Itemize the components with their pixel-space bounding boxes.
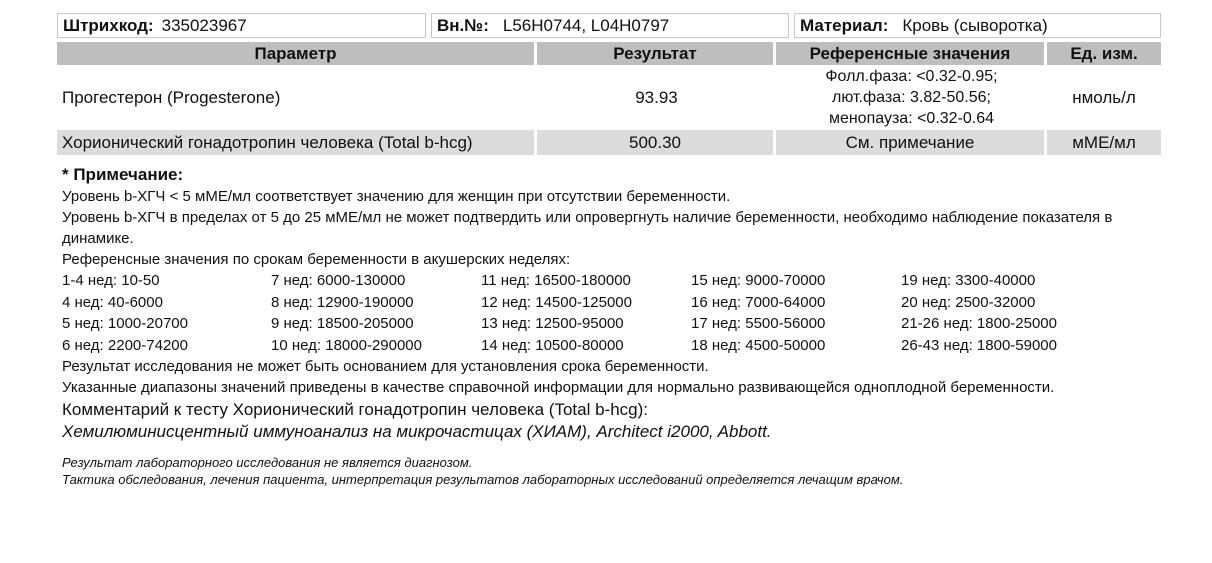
barcode-field	[57, 13, 426, 38]
barcode-value: 335023967	[161, 16, 247, 35]
inner-number-field	[431, 13, 789, 38]
week-range: 15 нед: 9000-70000	[691, 272, 826, 289]
reference-range: См. примечание	[776, 130, 1047, 155]
column-header-parameter: Параметр	[57, 42, 537, 65]
material-label: Материал:	[800, 16, 889, 35]
disclaimer-line: Результат лабораторного исследования не является диагнозом.	[62, 455, 473, 470]
comment-method: Хемилюминисцентный иммуноанализ на микрочастицах (ХИАМ), Architect i2000, Abbott.	[62, 422, 772, 441]
week-range: 1-4 нед: 10-50	[62, 272, 160, 289]
reference-line: Фолл.фаза: <0.32-0.95;	[825, 68, 998, 85]
disclaimer	[62, 454, 903, 488]
week-range: 5 нед: 1000-20700	[62, 315, 188, 332]
week-range: 13 нед: 12500-95000	[481, 315, 624, 332]
reference-range	[776, 65, 1047, 130]
column-header-result: Результат	[537, 42, 776, 65]
note-line: Уровень b-ХГЧ < 5 мМЕ/мл соответствует значению для женщин при отсутствии беременности.	[62, 188, 731, 205]
column-header-reference: Референсные значения	[776, 42, 1047, 65]
table-row-progesterone	[57, 65, 1161, 130]
notes-section	[62, 164, 1172, 443]
week-range: 26-43 нед: 1800-59000	[901, 336, 1057, 354]
week-range: 9 нед: 18500-205000	[271, 315, 414, 332]
week-range: 8 нед: 12900-190000	[271, 293, 414, 311]
week-range: 4 нед: 40-6000	[62, 293, 163, 311]
week-range: 18 нед: 4500-50000	[691, 336, 826, 354]
barcode-label: Штрихкод:	[63, 16, 154, 35]
week-range: 7 нед: 6000-130000	[271, 272, 406, 289]
week-range: 6 нед: 2200-74200	[62, 336, 188, 354]
results-table	[57, 42, 1161, 155]
material-field	[794, 13, 1161, 38]
disclaimer-line: Тактика обследования, лечения пациента, интерпретация результатов лабораторных исследований определяется лечащим врачом.	[62, 472, 904, 487]
week-range: 17 нед: 5500-56000	[691, 315, 826, 332]
reference-line: лют.фаза: 3.82-50.56;	[832, 89, 991, 106]
material-value: Кровь (сыворотка)	[902, 16, 1048, 35]
week-range: 10 нед: 18000-290000	[271, 336, 422, 354]
column-header-unit: Ед. изм.	[1070, 44, 1138, 63]
note-line: Референсные значения по срокам беременности в акушерских неделях:	[62, 251, 571, 268]
week-range: 19 нед: 3300-40000	[901, 272, 1036, 289]
pregnancy-weeks-grid	[62, 270, 1172, 356]
table-row-hcg	[57, 130, 1161, 155]
week-range: 16 нед: 7000-64000	[691, 293, 826, 311]
result-value: 93.93	[635, 87, 678, 107]
note-line: Уровень b-ХГЧ в пределах от 5 до 25 мМЕ/мл не может подтвердить или опровергнуть наличие беременности, необходимо наблюдение показателя в динамике.	[62, 209, 1113, 247]
inner-number-label: Вн.№:	[437, 16, 489, 35]
note-line: Результат исследования не может быть основанием для установления срока беременности.	[62, 358, 709, 375]
inner-number-value: L56H0744, L04H0797	[502, 16, 670, 35]
parameter-name: Прогестерон (Progesterone)	[62, 87, 281, 107]
unit: нмоль/л	[1072, 87, 1136, 107]
week-range: 12 нед: 14500-125000	[481, 293, 632, 311]
note-line: Указанные диапазоны значений приведены в качестве справочной информации для нормально развивающейся одноплодной беременности.	[62, 379, 1055, 396]
table-header-row	[57, 42, 1161, 65]
notes-title: * Примечание:	[62, 165, 184, 184]
unit: мМЕ/мл	[1072, 133, 1136, 152]
reference-line: менопауза: <0.32-0.64	[828, 110, 995, 127]
week-range: 20 нед: 2500-32000	[901, 293, 1036, 311]
week-range: 14 нед: 10500-80000	[481, 336, 624, 354]
parameter-name: Хорионический гонадотропин человека (Total b-hcg)	[57, 130, 537, 155]
comment-title: Комментарий к тесту Хорионический гонадотропин человека (Total b-hcg):	[62, 400, 648, 419]
week-range: 21-26 нед: 1800-25000	[901, 315, 1057, 332]
week-range: 11 нед: 16500-180000	[481, 272, 631, 289]
result-value: 500.30	[537, 130, 776, 155]
